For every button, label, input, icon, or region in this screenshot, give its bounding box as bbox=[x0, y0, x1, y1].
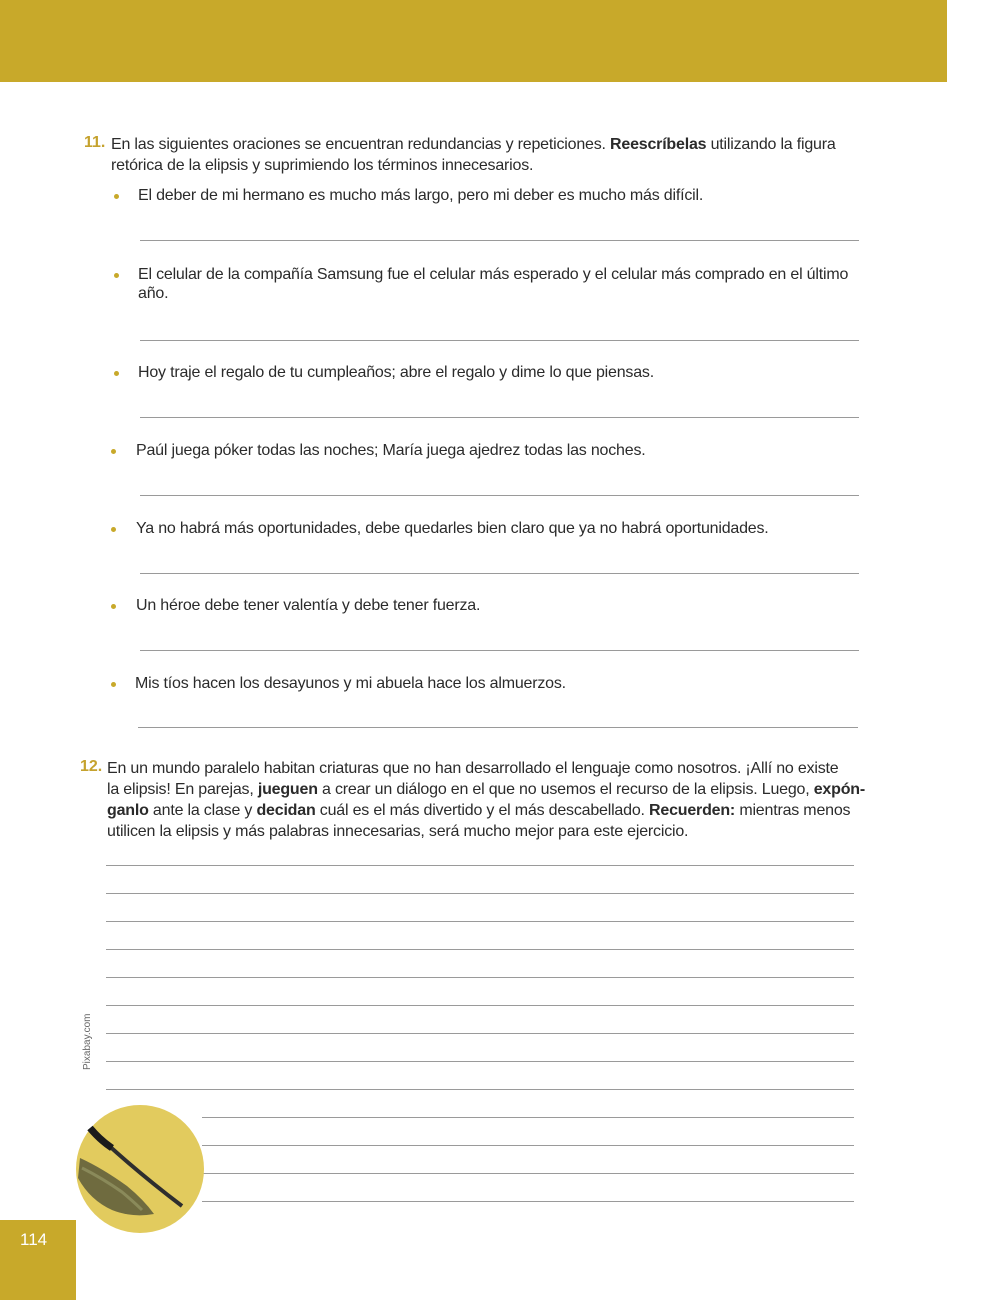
writing-line-4[interactable] bbox=[106, 949, 854, 950]
writing-line-6[interactable] bbox=[106, 1005, 854, 1006]
q12-l2d: expón- bbox=[813, 781, 865, 798]
q12-l3a: ganlo bbox=[107, 802, 149, 819]
answer-line-1[interactable] bbox=[140, 240, 859, 241]
item-2-text: El celular de la compañía Samsung fue el celular más esperado y el celular más comprado en el último bbox=[138, 266, 849, 283]
q12-l3e: Recuerden: bbox=[649, 802, 736, 819]
image-credit: Pixabay.com bbox=[82, 1013, 93, 1070]
writing-line-5[interactable] bbox=[106, 977, 854, 978]
writing-line-13[interactable] bbox=[202, 1201, 854, 1202]
q12-l3c: decidan bbox=[256, 802, 316, 819]
writing-line-7[interactable] bbox=[106, 1033, 854, 1034]
q12-l2b: jueguen bbox=[257, 781, 318, 798]
answer-line-2[interactable] bbox=[140, 340, 859, 341]
writing-line-11[interactable] bbox=[202, 1145, 854, 1146]
q12-line-1: En un mundo paralelo habitan criaturas que no han desarrollado el lenguaje como nosotros. ¡Allí no existe bbox=[107, 760, 839, 777]
item-6-text: Un héroe debe tener valentía y debe tener fuerza. bbox=[136, 597, 481, 614]
bullet bbox=[111, 449, 116, 454]
bullet bbox=[114, 371, 119, 376]
writing-line-1[interactable] bbox=[106, 865, 854, 866]
question-12-prompt bbox=[107, 758, 867, 842]
writing-line-3[interactable] bbox=[106, 921, 854, 922]
item-1-text: El deber de mi hermano es mucho más largo, pero mi deber es mucho más difícil. bbox=[138, 187, 704, 204]
bullet bbox=[111, 682, 116, 687]
bullet bbox=[114, 194, 119, 199]
writing-line-2[interactable] bbox=[106, 893, 854, 894]
answer-line-5[interactable] bbox=[140, 573, 859, 574]
q11-rest1: utilizando la figura bbox=[710, 136, 836, 153]
q12-l3d: cuál es el más divertido y el más descabellado. bbox=[319, 802, 645, 819]
item-3-text: Hoy traje el regalo de tu cumpleaños; abre el regalo y dime lo que piensas. bbox=[138, 364, 654, 381]
q12-l2a: la elipsis! En parejas, bbox=[107, 781, 254, 798]
answer-line-7[interactable] bbox=[138, 727, 858, 728]
answer-line-6[interactable] bbox=[140, 650, 859, 651]
item-2-text-cont: año. bbox=[138, 285, 169, 302]
page-number-box bbox=[0, 1220, 76, 1300]
q11-bold-verb: Reescríbelas bbox=[610, 136, 707, 153]
bullet bbox=[111, 527, 116, 532]
quill-hand-icon bbox=[72, 1118, 202, 1228]
item-7-text: Mis tíos hacen los desayunos y mi abuela hace los almuerzos. bbox=[135, 675, 566, 692]
bullet bbox=[114, 273, 119, 278]
q12-l4: utilicen la elipsis y más palabras innecesarias, será mucho mejor para este ejercicio. bbox=[107, 823, 689, 840]
item-4-text: Paúl juega póker todas las noches; María juega ajedrez todas las noches. bbox=[136, 442, 646, 459]
page-number: 114 bbox=[20, 1230, 48, 1249]
q12-l3b: ante la clase y bbox=[152, 802, 253, 819]
bullet bbox=[111, 604, 116, 609]
q11-intro: En las siguientes oraciones se encuentran redundancias y repeticiones. bbox=[111, 136, 606, 153]
writing-line-8[interactable] bbox=[106, 1061, 854, 1062]
writing-line-10[interactable] bbox=[202, 1117, 854, 1118]
writing-line-9[interactable] bbox=[106, 1089, 854, 1090]
question-12-number: 12. bbox=[80, 758, 103, 775]
answer-line-3[interactable] bbox=[140, 417, 859, 418]
q12-l3f: mientras menos bbox=[739, 802, 851, 819]
item-5-text: Ya no habrá más oportunidades, debe quedarles bien claro que ya no habrá oportunidades. bbox=[136, 520, 769, 537]
question-11-number: 11. bbox=[84, 134, 106, 151]
q11-rest2: retórica de la elipsis y suprimiendo los términos innecesarios. bbox=[111, 157, 534, 174]
writing-line-12[interactable] bbox=[202, 1173, 854, 1174]
q12-l2c: a crear un diálogo en el que no usemos el recurso de la elipsis. Luego, bbox=[322, 781, 810, 798]
answer-line-4[interactable] bbox=[140, 495, 859, 496]
question-11-prompt bbox=[111, 134, 871, 176]
